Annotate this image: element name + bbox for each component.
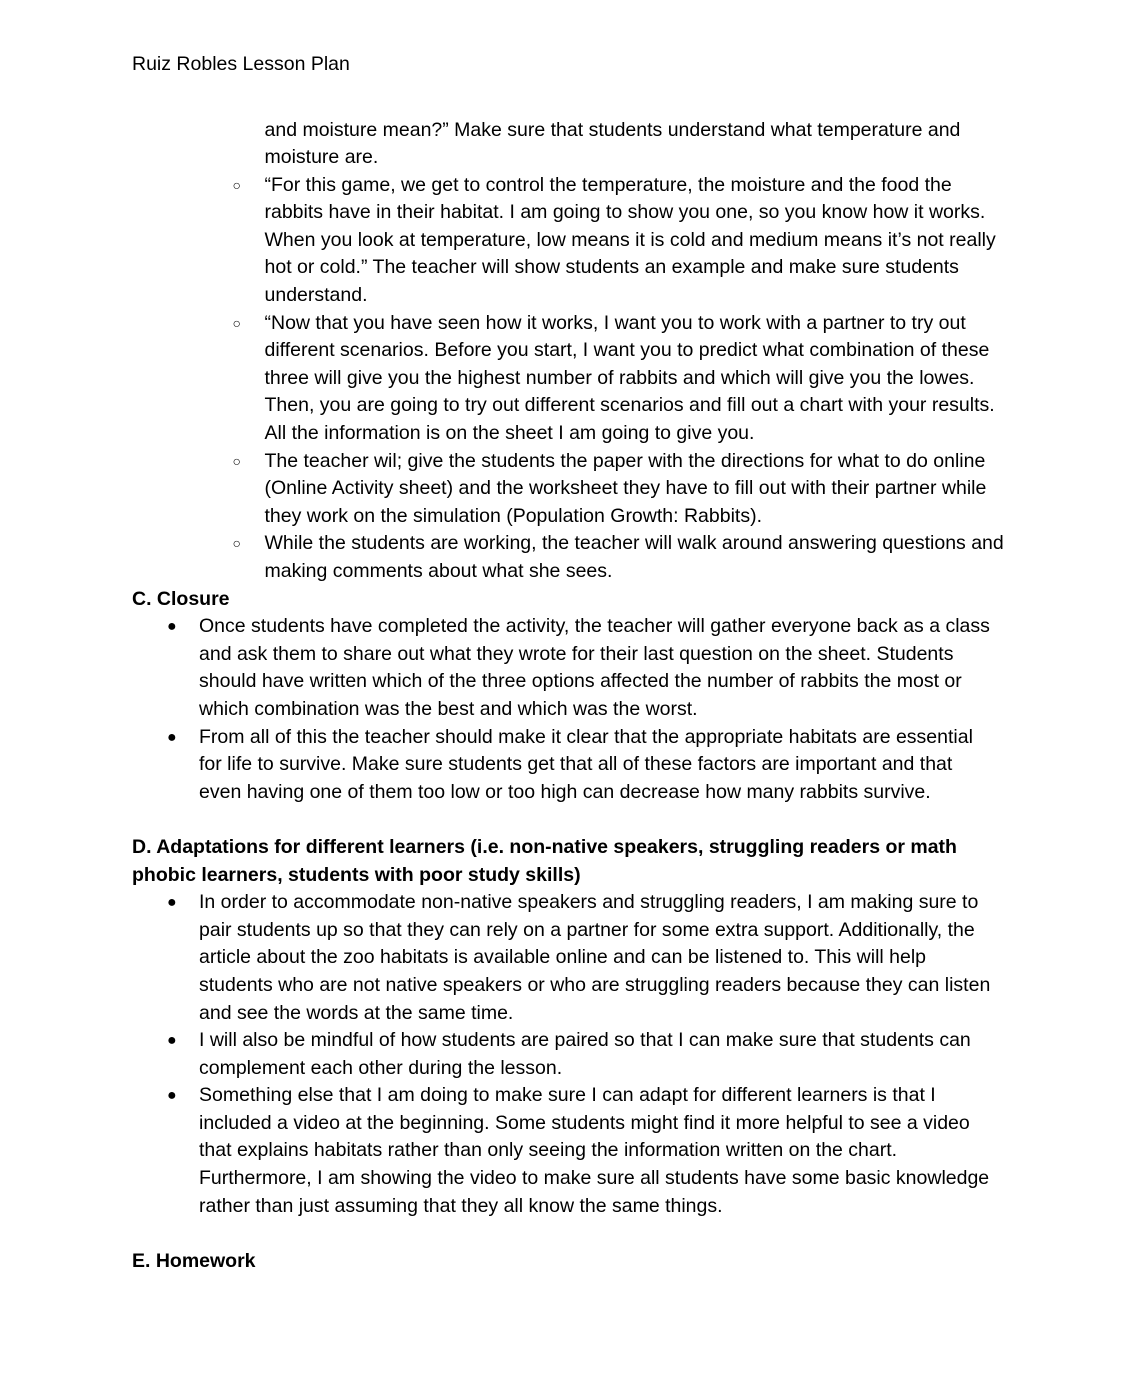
- adaptations-list-item: [167, 889, 999, 1027]
- continued-paragraph: and moisture mean?” Make sure that students understand what temperature and moisture are.: [264, 118, 961, 169]
- hollow-circle-bullet-icon: ○: [232, 452, 241, 469]
- filled-circle-bullet-icon: ●: [167, 728, 177, 746]
- homework-heading: E. Homework: [132, 1249, 256, 1272]
- closure-heading: C. Closure: [132, 587, 230, 610]
- sub-list-item: [232, 530, 1005, 585]
- closure-list: [0, 613, 1125, 806]
- filled-circle-bullet-icon: ●: [167, 894, 177, 912]
- sub-list-item: [232, 172, 1005, 310]
- adaptations-list-item: [167, 1082, 999, 1220]
- paragraph-spacer: [0, 806, 1125, 834]
- filled-circle-bullet-icon: ●: [167, 618, 177, 636]
- closure-list-item: [167, 724, 999, 807]
- sub-list-item: [232, 448, 1005, 531]
- sub-list-item-text: “For this game, we get to control the temperature, the moisture and the food the rabbits have in their habitat. I am going to show you one, so you know how it works. When you look at temperature, low means it is cold and medium means it’s not really hot or cold.” The teacher will show students an example and make sure students understand.: [264, 173, 996, 307]
- document-body: [0, 117, 1125, 1276]
- activity-sub-list: [0, 172, 1125, 586]
- page-header: Ruiz Robles Lesson Plan: [132, 53, 350, 75]
- sub-list-item-text: The teacher wil; give the students the paper with the directions for what to do online (Online Activity sheet) and the worksheet they have to fill out with their partner while they work on the simulation (Population Growth: Rabbits).: [264, 449, 987, 527]
- hollow-circle-bullet-icon: ○: [232, 314, 241, 331]
- sub-list-item: [232, 310, 1005, 448]
- filled-circle-bullet-icon: ●: [167, 1087, 177, 1105]
- sub-list-item-text: While the students are working, the teacher will walk around answering questions and making comments about what she sees.: [264, 532, 1004, 582]
- adaptations-item-text: I will also be mindful of how students are paired so that I can make sure that students can complement each other during the lesson.: [199, 1029, 971, 1079]
- paragraph-spacer: [0, 1220, 1125, 1248]
- closure-item-text: Once students have completed the activity, the teacher will gather everyone back as a class and ask them to share out what they wrote for their last question on the sheet. Students should have written which of the three options affected the number of rabbits the most or which combination was the best and which was the worst.: [199, 615, 990, 720]
- adaptations-list-item: [167, 1027, 999, 1082]
- adaptations-list: [0, 889, 1125, 1220]
- closure-item-text: From all of this the teacher should make it clear that the appropriate habitats are essential for life to survive. Make sure students get that all of these factors are important and that even having one of them too low or too high can decrease how many rabbits survive.: [199, 725, 973, 803]
- filled-circle-bullet-icon: ●: [167, 1032, 177, 1050]
- hollow-circle-bullet-icon: ○: [232, 535, 241, 552]
- closure-list-item: [167, 613, 999, 723]
- sub-list-item-text: “Now that you have seen how it works, I want you to work with a partner to try out different scenarios. Before you start, I want you to predict what combination of these three will give you the highest number of rabbits and which will give you the lowes. Then, you are going to try out different scenarios and fill out a chart with your results. All the information is on the sheet I am going to give you.: [264, 311, 995, 445]
- adaptations-item-text: Something else that I am doing to make sure I can adapt for different learners is that I included a video at the beginning. Some students might find it more helpful to see a video that explains habitats rather than only seeing the information written on the chart. Furthermore, I am showing the video to make sure all students have some basic knowledge rather than just assuming that they all know the same things.: [199, 1084, 990, 1217]
- adaptations-item-text: In order to accommodate non-native speakers and struggling readers, I am making sure to pair students up so that they can rely on a partner for some extra support. Additionally, the article about the zoo habitats is available online and can be listened to. This will help students who are not native speakers or who are struggling readers because they can listen and see the words at the same time.: [199, 891, 991, 1024]
- adaptations-heading: D. Adaptations for different learners (i.e. non-native speakers, struggling readers or math phobic learners, students with poor study skills): [132, 835, 957, 886]
- hollow-circle-bullet-icon: ○: [232, 176, 241, 193]
